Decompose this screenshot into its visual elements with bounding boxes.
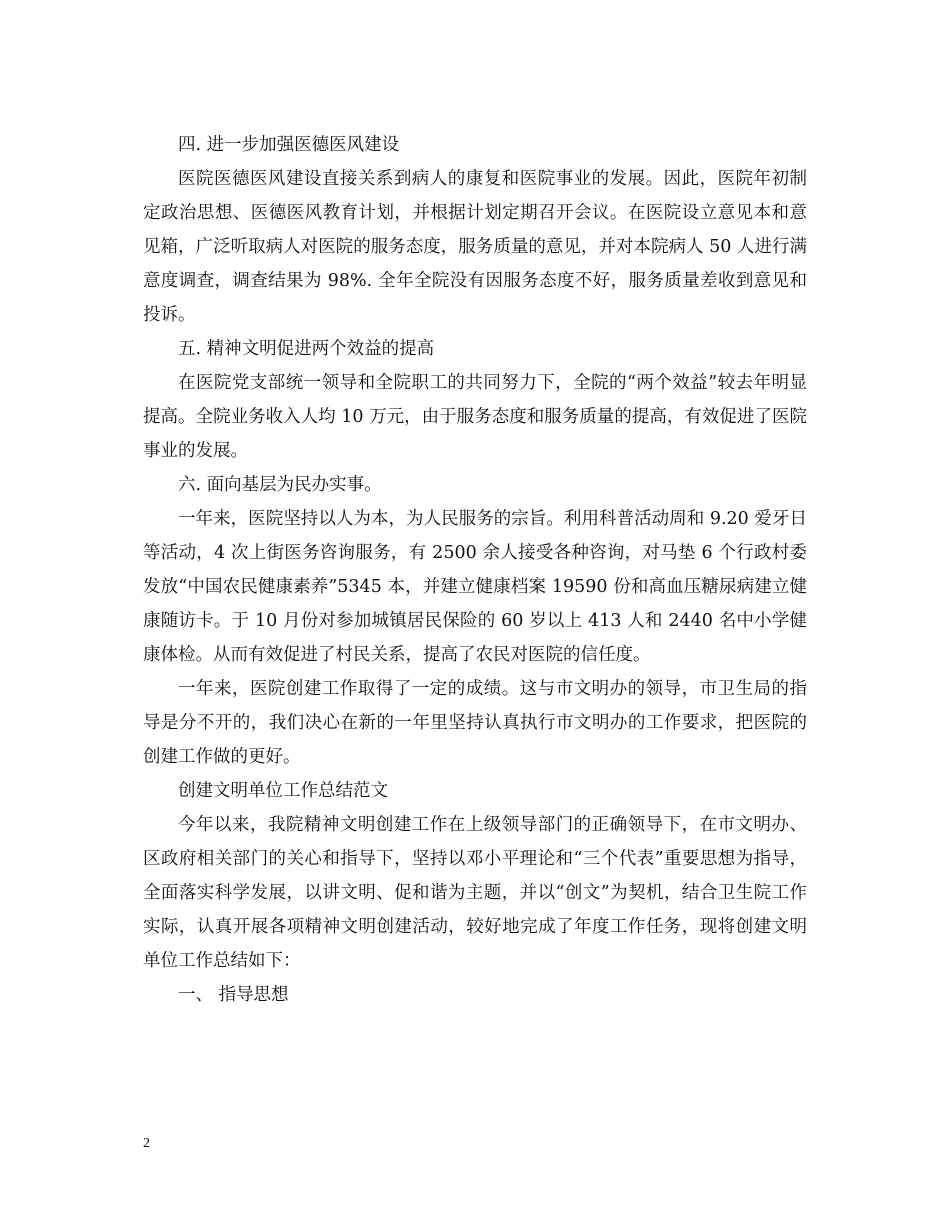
paragraph-introduction: 今年以来，我院精神文明创建工作在上级领导部门的正确领导下，在市文明办、区政府相关部门的关心和指导下，坚持以邓小平理论和“三个代表”重要思想为指导，全面落实科学发展，以讲文明、促和谐为主题，并以“创文”为契机，结合卫生院工作实际，认真开展各项精神文明创建活动，较好地完成了年度工作任务，现将创建文明单位工作总结如下：	[143, 815, 807, 971]
section-heading-4: 四. 进一步加强医德医风建设	[178, 135, 400, 155]
section-heading-guiding-ideology: 一、 指导思想	[178, 985, 289, 1005]
paragraph-community-service: 一年来，医院坚持以人为本，为人民服务的宗旨。利用科普活动周和 9.20 爱牙日等活动，4 次上街医务咨询服务，有 2500 余人接受各种咨询，对马垫 6 个行政村委发放“中国农民健康素养”5345 本，并建立健康档案 19590 份和高血压糖尿病建立健康随访卡。于 10 月份对参加城镇居民保险的 60 岁以上 413 人和 2440 名中小学健康体检。从而有效促进了村民关系，提高了农民对医院的信任度。	[143, 509, 807, 665]
paragraph-medical-ethics: 医院医德医风建设直接关系到病人的康复和医院事业的发展。因此，医院年初制定政治思想、医德医风教育计划，并根据计划定期召开会议。在医院设立意见本和意见箱，广泛听取病人对医院的服务态度，服务质量的意见，并对本院病人 50 人进行满意度调查，调查结果为 98%. 全年全院没有因服务态度不好，服务质量差收到意见和投诉。	[143, 169, 807, 325]
document-subtitle: 创建文明单位工作总结范文	[178, 781, 388, 801]
section-heading-6: 六. 面向基层为民办实事。	[178, 475, 382, 495]
page-number: 2	[143, 1136, 150, 1151]
paragraph-two-benefits: 在医院党支部统一领导和全院职工的共同努力下，全院的“两个效益”较去年明显提高。全院业务收入人均 10 万元，由于服务态度和服务质量的提高，有效促进了医院事业的发展。	[143, 373, 807, 461]
paragraph-summary: 一年来，医院创建工作取得了一定的成绩。这与市文明办的领导，市卫生局的指导是分不开的，我们决心在新的一年里坚持认真执行市文明办的工作要求，把医院的创建工作做的更好。	[143, 679, 807, 767]
document-body	[143, 128, 807, 1012]
section-heading-5: 五. 精神文明促进两个效益的提高	[178, 339, 435, 359]
